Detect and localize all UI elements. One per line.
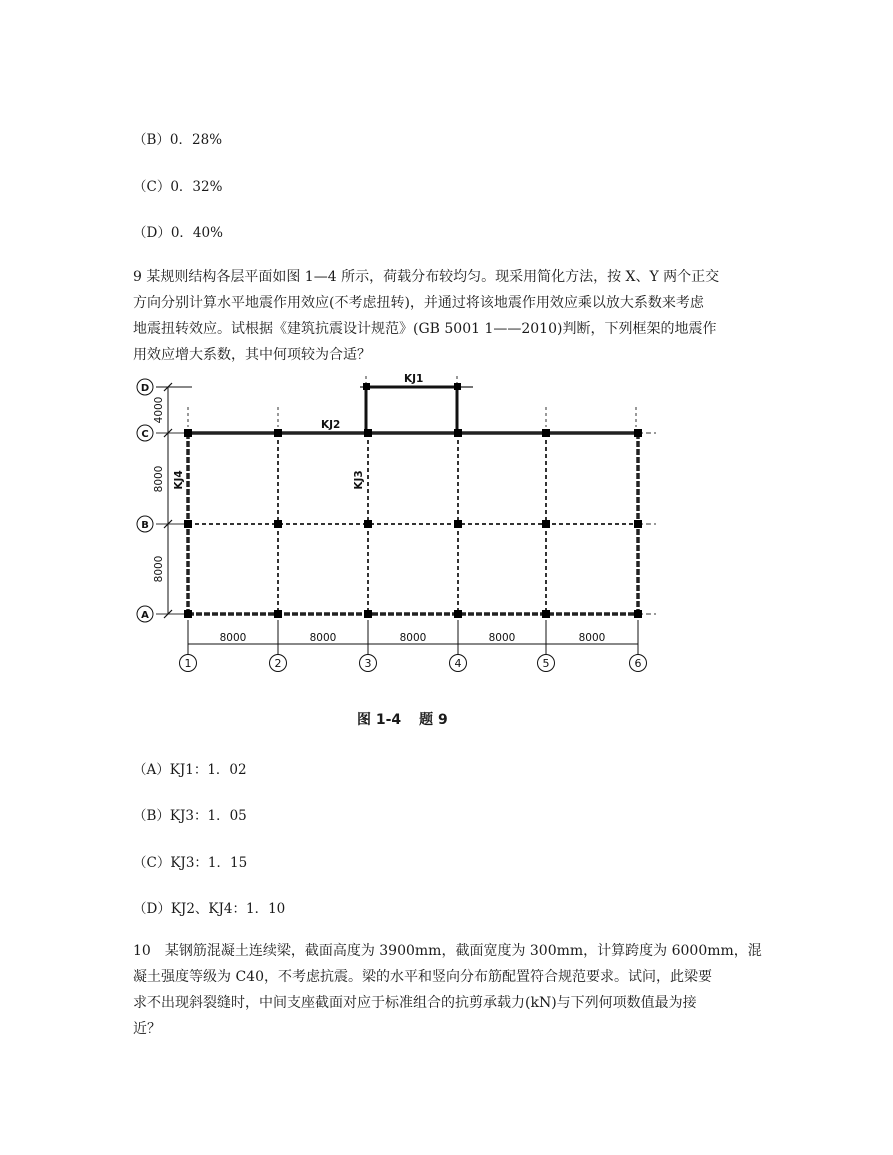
axis-row-label: C [141,429,149,440]
axis-row-label: B [141,520,149,531]
dimension-x: 8000 [488,632,516,644]
q9-option-b: （B）KJ3：1．05 [133,808,247,824]
dimension-y: 8000 [153,555,165,583]
q8-option-b: （B）0．28% [133,132,223,148]
frame-label-kj4: KJ4 [173,470,185,490]
axis-col-label: 6 [634,657,642,670]
q10-line: 近？ [133,1021,161,1037]
axis-row-label: A [141,610,149,621]
q9-line: 9 某规则结构各层平面如图 1—4 所示，荷载分布较均匀。现采用简化方法，按 X、Y 两个正交 [133,269,720,285]
q10-line: 10 某钢筋混凝土连续梁，截面高度为 3900mm，截面宽度为 300mm，计算跨度为 6000mm，混 [133,943,762,959]
q9-line: 地震扭转效应。试根据《建筑抗震设计规范》(GB 5001 1——2010)判断，下列框架的地震作 [133,321,717,337]
axis-col-label: 3 [364,657,372,670]
caption-question: 题 9 [419,712,448,728]
q10-line: 凝土强度等级为 C40，不考虑抗震。梁的水平和竖向分布筋配置符合规范要求。试问，此梁要 [133,969,712,985]
q8-option-c: （C）0．32% [133,179,223,195]
q9-option-c: （C）KJ3：1．15 [133,855,248,871]
q10-line: 求不出现斜裂缝时，中间支座截面对应于标准组合的抗剪承载力(kN)与下列何项数值最为接 [133,995,697,1011]
frame-label-kj2: KJ2 [321,419,341,431]
q9-line: 方向分别计算水平地震作用效应(不考虑扭转)，并通过将该地震作用效应乘以放大系数来考虑 [133,295,704,311]
axis-col-label: 4 [454,657,462,670]
kj1-frame-outline [366,387,457,433]
dimension-x: 8000 [578,632,606,644]
axis-col-label: 1 [184,657,192,670]
q9-option-d: （D）KJ2、KJ4：1．10 [133,901,286,917]
dimension-y: 8000 [153,465,165,493]
axis-col-label: 2 [274,657,282,670]
caption-figure-number: 图 1-4 [357,712,402,728]
dimension-x: 8000 [399,632,427,644]
dimension-x: 8000 [219,632,247,644]
q8-option-d: （D）0．40% [133,225,223,241]
frame-label-kj3: KJ3 [353,470,365,490]
floor-plan-figure [128,362,668,682]
dimension-x: 8000 [309,632,337,644]
q9-line: 用效应增大系数，其中何项较为合适？ [133,347,371,363]
axis-col-label: 5 [542,657,550,670]
q9-option-a: （A）KJ1：1．02 [133,762,247,778]
dimension-y: 4000 [153,396,165,424]
frame-label-kj1: KJ1 [404,373,424,385]
figure-caption [357,709,448,729]
question-9-text [133,264,753,368]
question-10-text [133,938,762,1042]
axis-row-label: D [140,383,150,394]
